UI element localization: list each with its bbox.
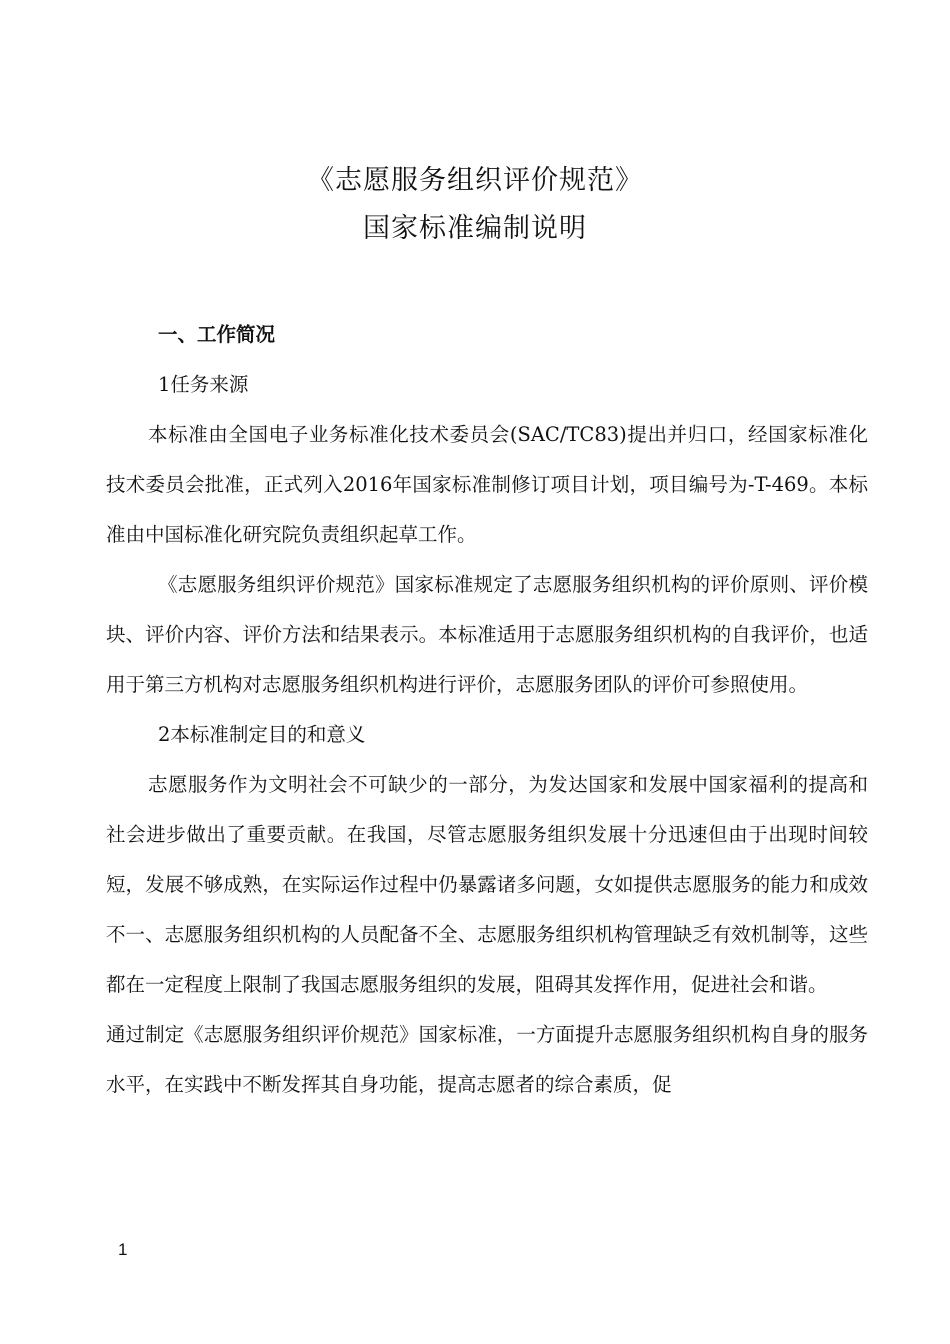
subsection-heading-task-source: 1任务来源 [158,373,249,396]
subsection-heading-purpose: 2本标准制定目的和意义 [158,723,366,746]
paragraph-purpose-goals: 通过制定《志愿服务组织评价规范》国家标准，一方面提升志愿服务组织机构自身的服务水平，在实践中不断发挥其自身功能，提高志愿者的综合素质，促 [106,1023,868,1096]
page-number: 1 [118,1240,128,1259]
paragraph-task-source: 本标准由全国电子业务标准化技术委员会(SAC/TC83)提出并归口，经国家标准化技术委员会批准，正式列入2016年国家标准制修订项目计划，项目编号为-T-469。本标准由中国标准化研究院负责组织起草工作。 [106,423,868,546]
paragraph-standard-scope: 《志愿服务组织评价规范》国家标准规定了志愿服务组织机构的评价原则、评价模块、评价内容、评价方法和结果表示。本标准适用于志愿服务组织机构的自我评价，也适用于第三方机构对志愿服务组织机构进行评价，志愿服务团队的评价可参照使用。 [106,573,868,696]
document-title-line2: 国家标准编制说明 [363,213,587,244]
document-body [106,310,868,1110]
paragraph-purpose-background: 志愿服务作为文明社会不可缺少的一部分，为发达国家和发展中国家福利的提高和社会进步做出了重要贡献。在我国，尽管志愿服务组织发展十分迅速但由于出现时间较短，发展不够成熟，在实际运作过程中仍暴露诸多问题，女如提供志愿服务的能力和成效不一、志愿服务组织机构的人员配备不全、志愿服务组织机构管理缺乏有效机制等，这些都在一定程度上限制了我国志愿服务组织的发展，阻碍其发挥作用，促进社会和谐。 [106,773,868,996]
document-title-line1: 《志愿服务组织评价规范》 [307,165,643,196]
section-heading-work-overview: 一、工作简况 [158,323,276,346]
